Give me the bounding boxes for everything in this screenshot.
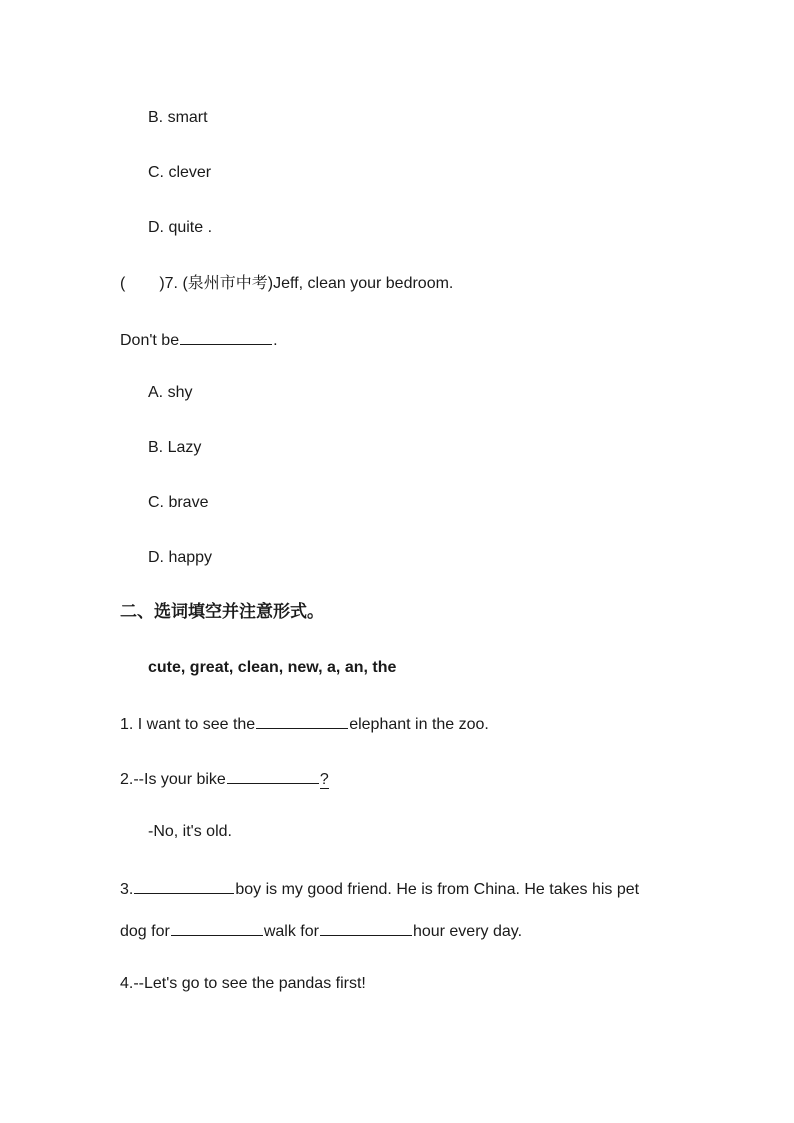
q7-option-d: D. happy bbox=[148, 549, 213, 566]
q7-option-c: C. brave bbox=[148, 494, 209, 511]
item-text: boy is my good friend. He is from China. He takes his pet bbox=[235, 881, 640, 898]
q6-option-d: D. quite . bbox=[148, 219, 213, 236]
question-text: Don't be bbox=[120, 332, 180, 349]
word-bank: cute, great, clean, new, a, an, the bbox=[148, 659, 397, 676]
item-2 bbox=[120, 767, 329, 790]
item-text: walk for bbox=[263, 923, 319, 940]
item-text: 2.--Is your bike bbox=[120, 771, 226, 788]
section-2-title: 二、选词填空并注意形式。 bbox=[120, 602, 324, 622]
item-text: elephant in the zoo. bbox=[349, 716, 489, 733]
item-text: 1. I want to see the bbox=[120, 716, 256, 733]
fill-blank[interactable] bbox=[256, 712, 348, 729]
item-text: 3. bbox=[120, 881, 134, 898]
item-1 bbox=[120, 712, 489, 735]
question-text: )Jeff, clean your bedroom. bbox=[267, 275, 454, 292]
q7-option-a: A. shy bbox=[148, 384, 193, 401]
answer-paren-open: ( bbox=[120, 275, 126, 292]
q6-option-c: C. clever bbox=[148, 164, 212, 181]
question-text: . bbox=[273, 332, 278, 349]
fill-blank[interactable] bbox=[320, 919, 412, 936]
fill-blank[interactable] bbox=[171, 919, 263, 936]
question-7-line2 bbox=[120, 328, 278, 351]
item-text: dog for bbox=[120, 923, 170, 940]
item-text: hour every day. bbox=[412, 923, 523, 940]
fill-blank[interactable] bbox=[134, 877, 234, 894]
item-3-line2 bbox=[120, 919, 522, 942]
q6-option-b: B. smart bbox=[148, 109, 208, 126]
fill-blank[interactable] bbox=[180, 328, 272, 345]
item-2-answer: -No, it's old. bbox=[148, 823, 232, 840]
item-3 bbox=[120, 877, 639, 900]
fill-blank[interactable] bbox=[227, 767, 319, 784]
q7-option-b: B. Lazy bbox=[148, 439, 202, 456]
item-text: ? bbox=[319, 771, 329, 788]
question-7 bbox=[120, 273, 453, 294]
question-number: )7. ( bbox=[159, 275, 188, 292]
item-4: 4.--Let's go to see the pandas first! bbox=[120, 975, 366, 992]
question-source: 泉州市中考 bbox=[187, 273, 268, 292]
